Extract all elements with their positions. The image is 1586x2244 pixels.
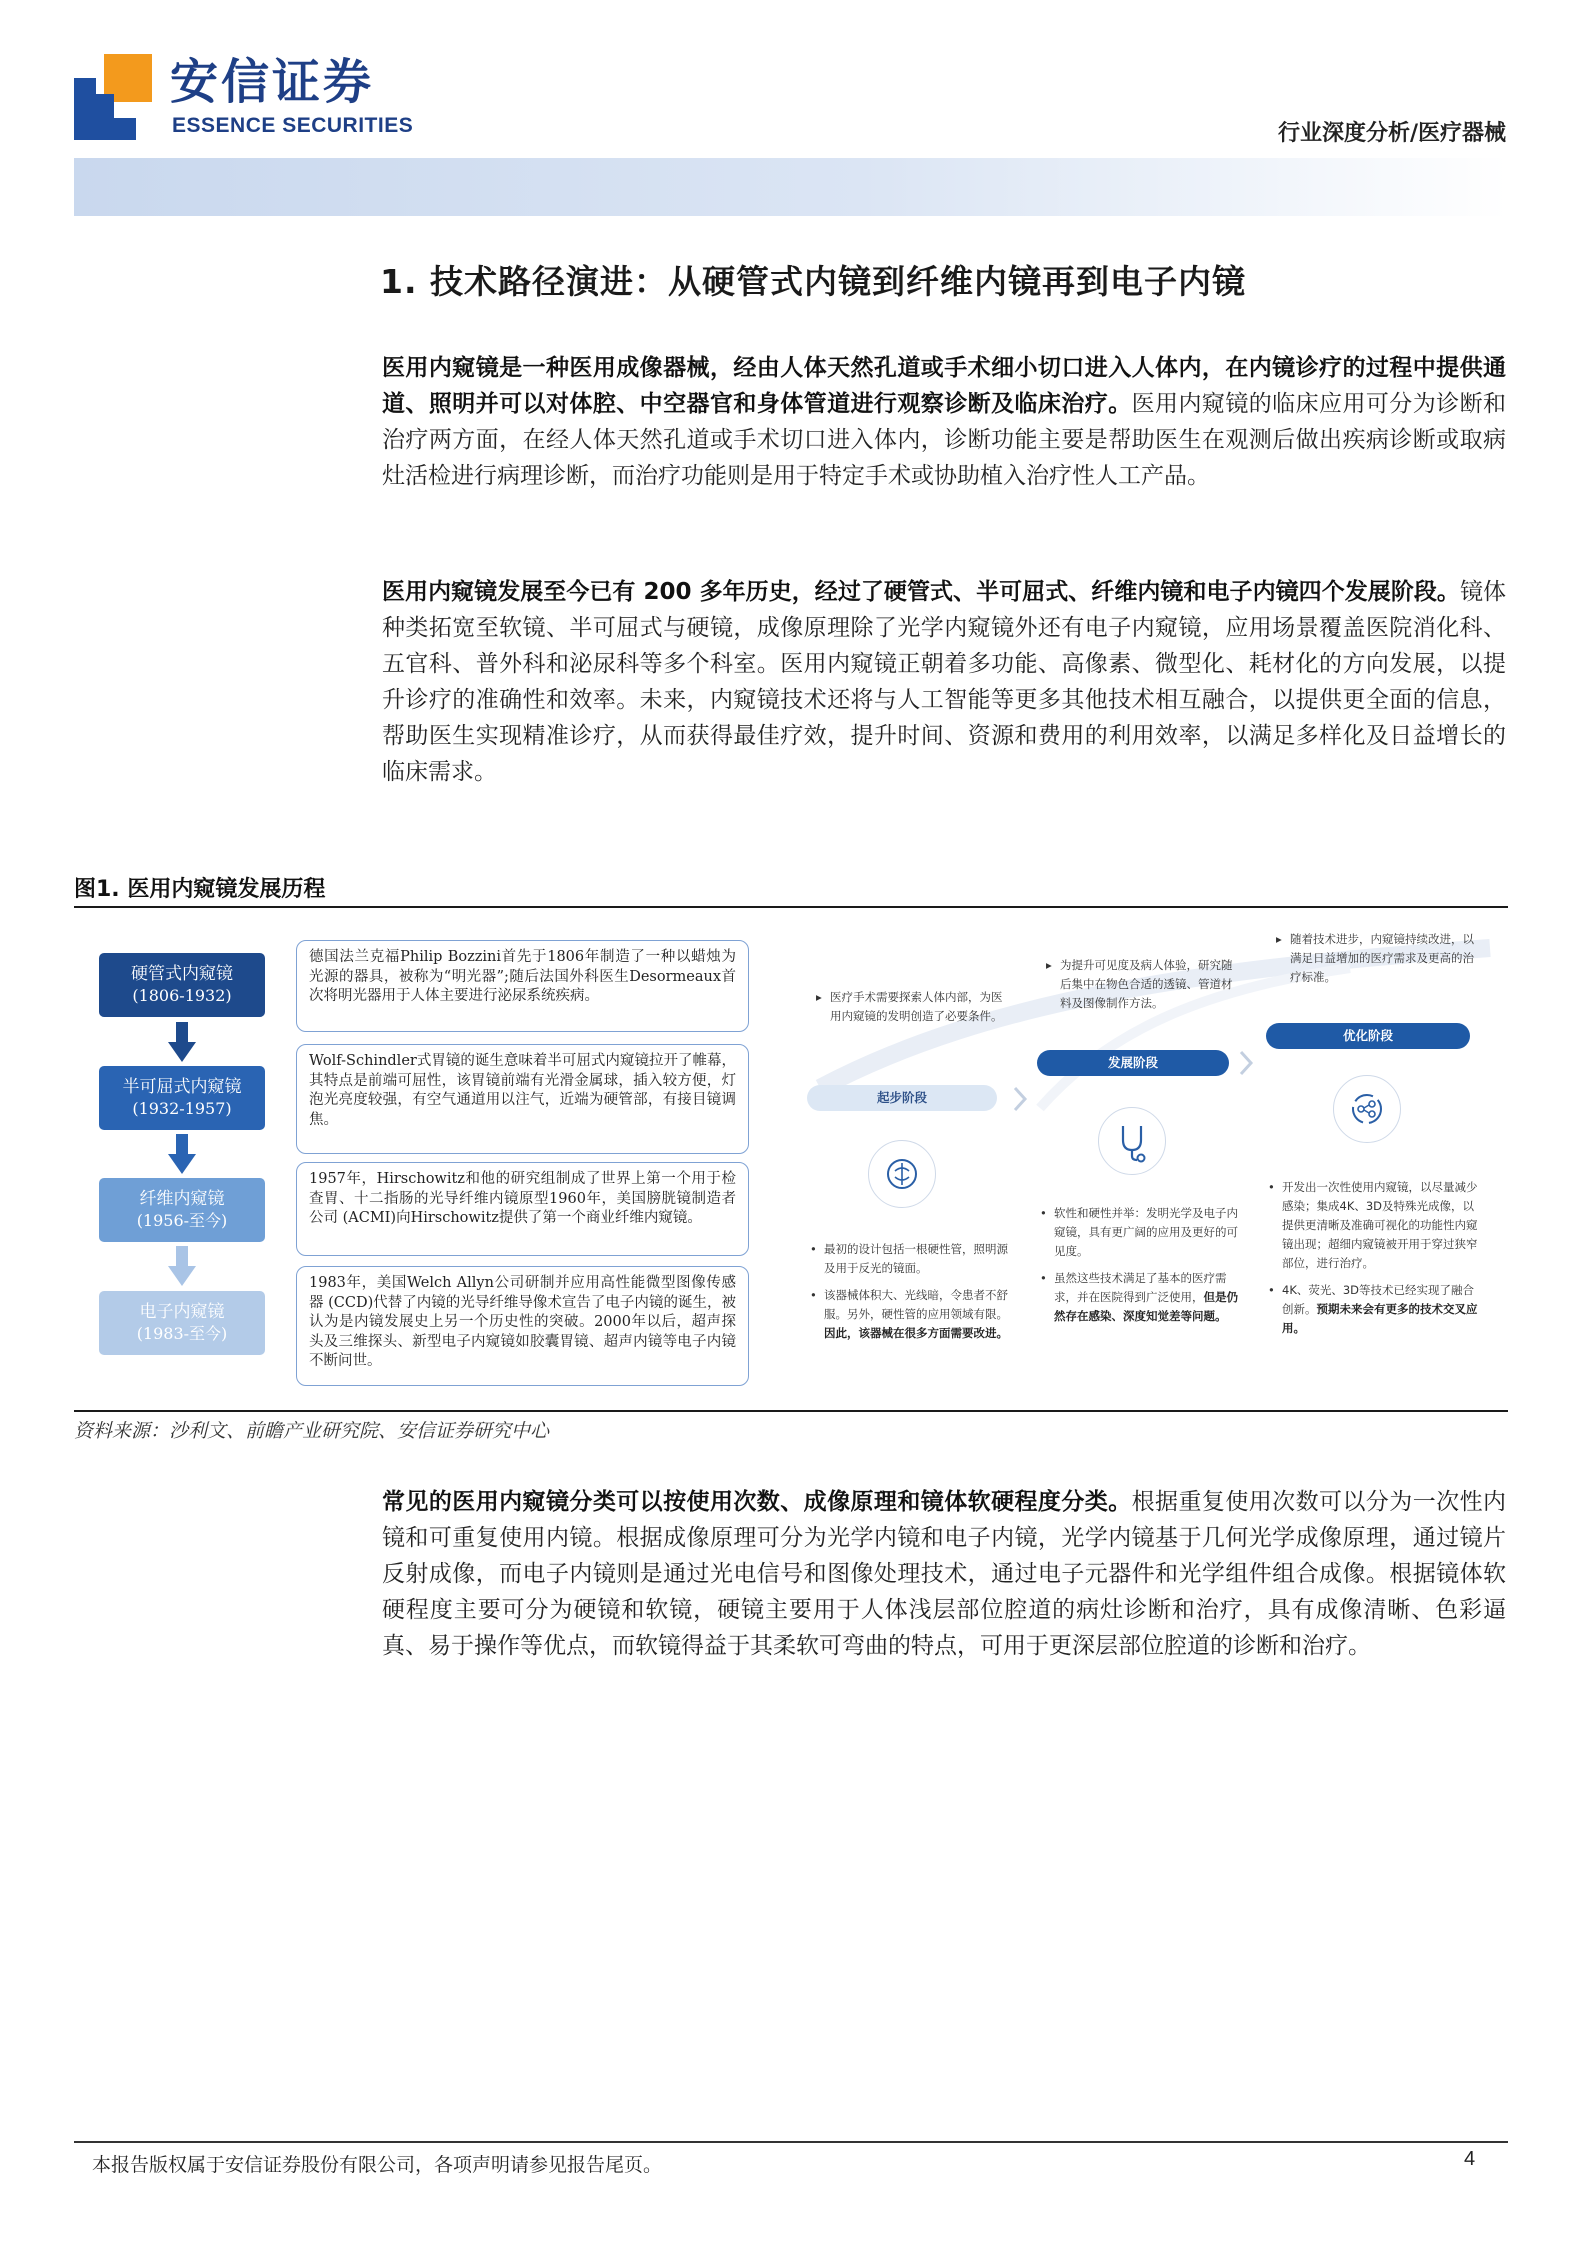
phase-2-intro: ▸ 为提升可见度及病人体验，研究随后集中在物色合适的透镜、管道材料及图像制作方法。 <box>1046 958 1233 1010</box>
phase-1-intro: ▸ 医疗手术需要探索人体内部，为医用内窥镜的发明创造了必要条件。 <box>816 990 1003 1023</box>
phase-2-icon <box>1098 1107 1166 1175</box>
figure-source: 资料来源：沙利文、前瞻产业研究院、安信证券研究中心 <box>74 1420 550 1442</box>
phase-1-icon <box>868 1140 936 1208</box>
phase-2-bullet-2 <box>1038 1269 1238 1326</box>
phase-2-bullet-1 <box>1038 1204 1238 1261</box>
phase-2-bullets <box>1038 1204 1238 1334</box>
paragraph-2-lead: 医用内窥镜发展至今已有 200 多年历史，经过了硬管式、半可屈式、纤维内镜和电子内镜四个发展阶段。 <box>382 579 1460 605</box>
bullet-text: 最初的设计包括一根硬性管，照明源及用于反光的镜面。 <box>824 1242 1008 1275</box>
stage-semi-flexible <box>99 1066 265 1130</box>
brain-icon <box>869 1141 935 1207</box>
bullet-text: 软性和硬性并举：发明光学及电子内窥镜，具有更广阔的应用及更好的可见度。 <box>1054 1206 1238 1258</box>
paragraph-2-body: 镜体种类拓宽至软镜、半可屈式与硬镜，成像原理除了光学内窥镜外还有电子内窥镜，应用场景覆盖医院消化科、五官科、普外科和泌尿科等多个科室。医用内窥镜正朝着多功能、高像素、微型化、耗材化的方向发展，以提升诊疗的准确性和效率。未来，内窥镜技术还将与人工智能等更多其他技术相互融合，以提供更全面的信息，帮助医生实现精准诊疗，从而获得最佳疗效，提升时间、资源和费用的利用效率，以满足多样化及日益增长的临床需求。 <box>382 579 1506 785</box>
phase-2-intro-text: 为提升可见度及病人体验，研究随后集中在物色合适的透镜、管道材料及图像制作方法。 <box>1060 958 1233 1010</box>
note-semi-flexible: Wolf-Schindler式胃镜的诞生意味着半可屈式内窥镜拉开了帷幕，其特点是前端可屈性，该胃镜前端有光滑金属球，插入较方便，灯泡光亮度较强，有空气通道用以注气，近端为硬管部，有接目镜调焦。 <box>296 1044 749 1154</box>
bullet-text: 虽然这些技术满足了基本的医疗需求，并在医院得到广泛使用， <box>1054 1271 1227 1304</box>
arrow-down-icon <box>168 1022 196 1062</box>
note-fiber: 1957年，Hirschowitz和他的研究组制成了世界上第一个用于检查胃、十二指肠的光导纤维内镜原型1960年，美国膀胱镜制造者公司 (ACMI)向Hirschowitz提供了第一个商业纤维内窥镜。 <box>296 1162 749 1256</box>
figure-top-rule <box>74 906 1508 908</box>
stage-electronic <box>99 1291 265 1355</box>
footer-rule <box>74 2141 1508 2143</box>
section-title: 1. 技术路径演进：从硬管式内镜到纤维内镜再到电子内镜 <box>380 262 1246 301</box>
chevron-right-icon <box>1238 1050 1254 1076</box>
paragraph-3-lead: 常见的医用内窥镜分类可以按使用次数、成像原理和镜体软硬程度分类。 <box>382 1489 1132 1515</box>
arrow-down-icon <box>168 1246 196 1286</box>
paragraph-3-body: 根据重复使用次数可以分为一次性内镜和可重复使用内镜。根据成像原理可分为光学内镜和电子内镜，光学内镜基于几何光学成像原理，通过镜片反射成像，而电子内镜则是通过光电信号和图像处理技术，通过电子元器件和光学组件组合成像。根据镜体软硬程度主要可分为硬镜和软镜，硬镜主要用于人体浅层部位腔道的病灶诊断和治疗，具有成像清晰、色彩逼真、易于操作等优点，而软镜得益于其柔软可弯曲的特点，可用于更深层部位腔道的诊断和治疗。 <box>382 1489 1507 1659</box>
stage-years: (1932-1957) <box>132 1099 232 1118</box>
stage-rigid <box>99 953 265 1017</box>
stage-name: 硬管式内窥镜 <box>131 964 233 984</box>
note-electronic: 1983年，美国Welch Allyn公司研制并应用高性能微型图像传感器 (CCD)代替了内镜的光导纤维导像术宣告了电子内镜的诞生，被认为是内镜发展史上另一个历史性的突破。2000年以后，超声探头及三维探头、新型电子内窥镜如胶囊胃镜、超声内镜等电子内镜不断问世。 <box>296 1266 749 1386</box>
phase-1-intro-text: 医疗手术需要探索人体内部，为医用内窥镜的发明创造了必要条件。 <box>830 990 1003 1023</box>
arrow-down-icon <box>168 1134 196 1174</box>
paragraph-1-body: 医用内窥镜的临床应用可分为诊断和治疗两方面，在经人体天然孔道或手术切口进入体内，诊断功能主要是帮助医生在观测后做出疾病诊断或取病灶活检进行病理诊断，而治疗功能则是用于特定手术或协助植入治疗性人工产品。 <box>382 391 1507 489</box>
stethoscope-icon <box>1099 1108 1165 1174</box>
phase-1-bullets <box>808 1240 1008 1351</box>
bullet-text: 该器械体积大、光线暗，令患者不舒服。另外，硬性管的应用领域有限。 <box>824 1288 1008 1321</box>
phase-1-bullet-2 <box>808 1286 1008 1343</box>
chevron-right-icon <box>1012 1086 1028 1112</box>
footer-disclaimer: 本报告版权属于安信证券股份有限公司，各项声明请参见报告尾页。 <box>92 2154 663 2176</box>
figure-bottom-rule <box>74 1410 1508 1412</box>
bullet-text: 开发出一次性使用内窥镜，以尽量减少感染；集成4K、3D及特殊光成像，以提供更清晰及准确可视化的功能性内窥镜出现；超细内窥镜被开用于穿过狭窄部位，进行治疗。 <box>1282 1180 1478 1270</box>
stage-fiber <box>99 1178 265 1242</box>
phase-1-label: 起步阶段 <box>807 1085 997 1111</box>
phase-3-intro-text: 随着技术进步，内窥镜持续改进，以满足日益增加的医疗需求及更高的治疗标准。 <box>1290 932 1474 984</box>
figure-title: 图1. 医用内窥镜发展历程 <box>74 877 326 902</box>
phase-2-label: 发展阶段 <box>1037 1050 1229 1076</box>
report-category: 行业深度分析/医疗器械 <box>1277 120 1506 146</box>
stage-years: (1983-至今) <box>136 1324 228 1343</box>
note-rigid: 德国法兰克福Philip Bozzini首先于1806年制造了一种以蜡烛为光源的器具，被称为“明光器”;随后法国外科医生Desormeaux首次将明光器用于人体主要进行泌尿系统疾病。 <box>296 940 749 1032</box>
phase-3-bullet-1 <box>1266 1178 1481 1273</box>
phase-1-bullet-1 <box>808 1240 1008 1278</box>
stage-name: 纤维内窥镜 <box>139 1189 225 1209</box>
company-name-en: ESSENCE SECURITIES <box>172 114 414 137</box>
paragraph-1 <box>382 350 1506 494</box>
network-icon <box>1334 1076 1400 1142</box>
paragraph-1-lead: 医用内窥镜是一种医用成像器械，经由人体天然孔道或手术细小切口进入人体内，在内镜诊疗的过程中提供通道、照明并可以对体腔、中空器官和身体管道进行观察诊断及临床治疗。 <box>382 355 1506 417</box>
company-name-cn: 安信证券 <box>170 54 375 110</box>
bullet-bold: 预期未来会有更多的技术交叉应用。 <box>1282 1302 1478 1335</box>
stage-years: (1956-至今) <box>136 1211 228 1230</box>
bullet-bold: 但是仍然存在感染、深度知觉差等问题。 <box>1054 1290 1238 1323</box>
bullet-bold: 因此，该器械在很多方面需要改进。 <box>824 1326 1008 1340</box>
paragraph-2 <box>382 574 1506 790</box>
phase-3-bullets <box>1266 1178 1481 1346</box>
phase-3-intro: ▸ 随着技术进步，内窥镜持续改进，以满足日益增加的医疗需求及更高的治疗标准。 <box>1276 932 1474 984</box>
paragraph-3 <box>382 1484 1506 1664</box>
company-logo-mark <box>74 54 152 140</box>
bullet-text: 4K、荧光、3D等技术已经实现了融合创新。 <box>1282 1283 1475 1316</box>
stage-name: 半可屈式内窥镜 <box>122 1077 242 1097</box>
phase-3-label: 优化阶段 <box>1266 1023 1470 1049</box>
phase-3-bullet-2 <box>1266 1281 1481 1338</box>
header-band <box>74 158 1508 216</box>
stage-years: (1806-1932) <box>132 986 232 1005</box>
page-number: 4 <box>1464 2148 1476 2170</box>
phase-3-icon <box>1333 1075 1401 1143</box>
stage-name: 电子内窥镜 <box>139 1302 225 1322</box>
